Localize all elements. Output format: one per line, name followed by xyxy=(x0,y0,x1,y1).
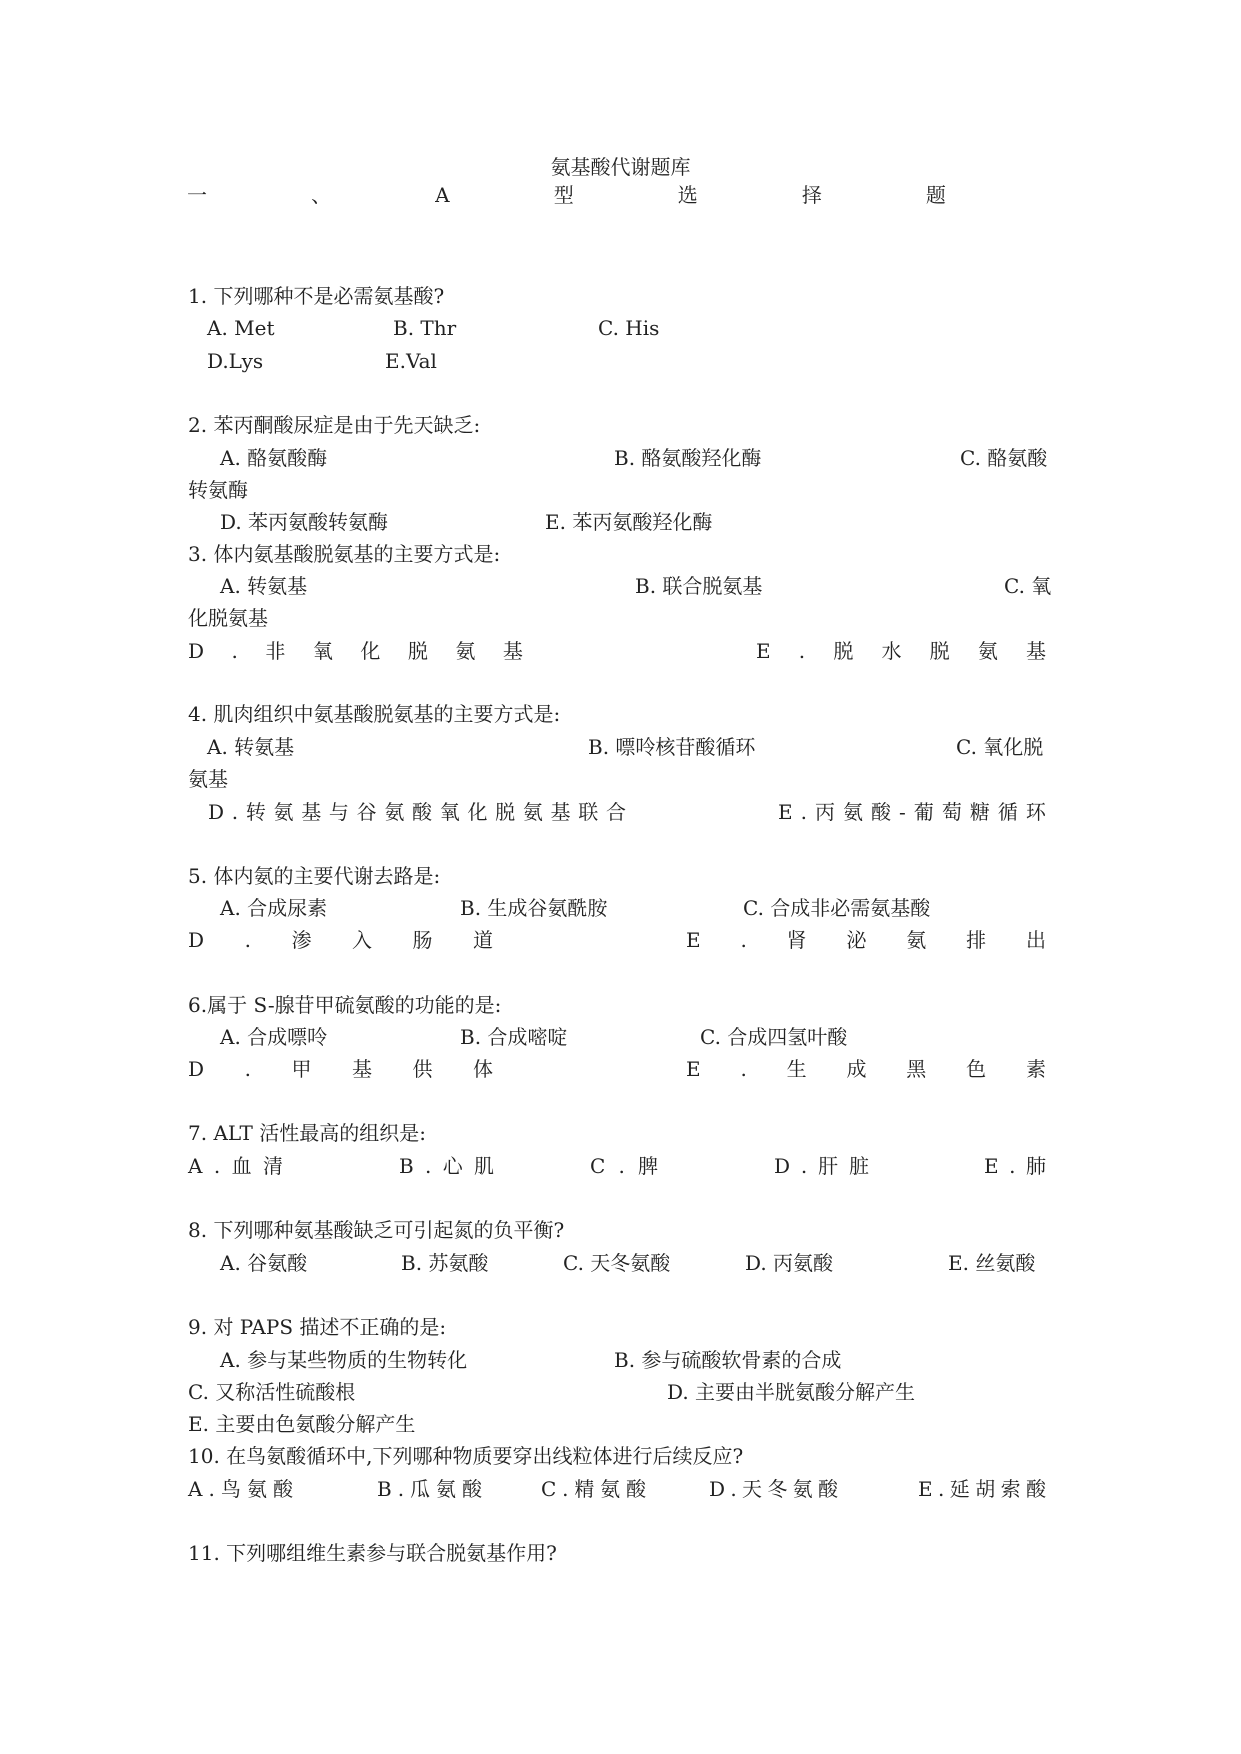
question-2-option-c-wrap: 转氨酶 xyxy=(188,478,248,502)
question-4-options-row2 xyxy=(0,797,1241,827)
question-8-stem: 8. 下列哪种氨基酸缺乏可引起氮的负平衡? xyxy=(188,1218,565,1242)
option-a: A. 转氨基 xyxy=(220,574,308,598)
question-2-options-row1 xyxy=(0,443,1241,473)
option-e: E. 主要由色氨酸分解产生 xyxy=(188,1412,416,1436)
option-e: E . 延 胡 索 酸 xyxy=(918,1477,1046,1501)
option-a: A. 酪氨酸酶 xyxy=(220,446,328,470)
option-b: B. 嘌呤核苷酸循环 xyxy=(588,735,756,759)
question-9-options-row1 xyxy=(0,1345,1241,1375)
question-10-options xyxy=(0,1474,1241,1504)
question-3-option-c-wrap: 化脱氨基 xyxy=(188,606,268,630)
question-1-options-row1 xyxy=(0,313,1241,343)
option-b: B. Thr xyxy=(393,316,457,340)
char: 题 xyxy=(925,183,946,207)
option-e: E . 肾 泌 氨 排 出 xyxy=(686,928,1046,952)
option-c: C. 天冬氨酸 xyxy=(563,1251,671,1275)
option-a: A . 鸟 氨 酸 xyxy=(188,1477,293,1501)
option-a: A. 转氨基 xyxy=(207,735,295,759)
option-e: E . 生 成 黑 色 素 xyxy=(686,1057,1046,1081)
char: 一 xyxy=(187,183,207,207)
question-3-stem: 3. 体内氨基酸脱氨基的主要方式是: xyxy=(188,542,501,566)
option-b: B. 苏氨酸 xyxy=(401,1251,489,1275)
option-e: E . 肺 xyxy=(984,1154,1046,1178)
question-5-options-row1 xyxy=(0,893,1241,923)
question-4-option-c-wrap: 氨基 xyxy=(188,767,228,791)
question-4-options-row1 xyxy=(0,732,1241,762)
option-d: D. 丙氨酸 xyxy=(745,1251,834,1275)
question-2-stem: 2. 苯丙酮酸尿症是由于先天缺乏: xyxy=(188,413,481,437)
option-a: A. 合成嘌呤 xyxy=(220,1025,328,1049)
question-5-stem: 5. 体内氨的主要代谢去路是: xyxy=(188,864,441,888)
section-heading xyxy=(0,180,1241,210)
option-d: D . 渗 入 肠 道 xyxy=(188,928,493,952)
option-c: C. 氧 xyxy=(1004,574,1052,598)
option-a: A . 血 清 xyxy=(188,1154,283,1178)
option-d: D . 甲 基 供 体 xyxy=(188,1057,493,1081)
option-c: C . 精 氨 酸 xyxy=(541,1477,646,1501)
char: A xyxy=(435,183,450,207)
option-e: E . 丙 氨 酸 - 葡 萄 糖 循 环 xyxy=(778,800,1046,824)
option-c: C. 酪氨酸 xyxy=(960,446,1048,470)
option-d: D . 非 氧 化 脱 氨 基 xyxy=(188,639,523,663)
option-d: D.Lys xyxy=(207,349,264,373)
option-b: B. 参与硫酸软骨素的合成 xyxy=(614,1348,842,1372)
question-9-options-row2 xyxy=(0,1377,1241,1407)
question-4-stem: 4. 肌肉组织中氨基酸脱氨基的主要方式是: xyxy=(188,702,561,726)
question-9-options-row3 xyxy=(0,1409,1241,1439)
section-heading-spread xyxy=(187,180,946,210)
question-1-stem: 1. 下列哪种不是必需氨基酸? xyxy=(188,284,445,308)
option-b: B. 联合脱氨基 xyxy=(635,574,763,598)
option-e: E . 脱 水 脱 氨 基 xyxy=(756,639,1046,663)
option-c: C. 合成非必需氨基酸 xyxy=(743,896,931,920)
option-a: A. 谷氨酸 xyxy=(220,1251,308,1275)
option-d: D. 主要由半胱氨酸分解产生 xyxy=(667,1380,916,1404)
char: 型 xyxy=(553,183,574,207)
char: 选 xyxy=(677,183,698,207)
char: 择 xyxy=(801,183,822,207)
char: 、 xyxy=(311,183,332,207)
option-b: B. 生成谷氨酰胺 xyxy=(460,896,608,920)
question-5-options-row2 xyxy=(0,925,1241,955)
option-c: C. His xyxy=(598,316,660,340)
doc-title: 氨基酸代谢题库 xyxy=(550,155,691,179)
option-a: A. 合成尿素 xyxy=(220,896,328,920)
option-c: C . 脾 xyxy=(590,1154,658,1178)
option-e: E.Val xyxy=(385,349,437,373)
option-e: E. 苯丙氨酸羟化酶 xyxy=(545,510,713,534)
question-10-stem: 10. 在鸟氨酸循环中,下列哪种物质要穿出线粒体进行后续反应? xyxy=(188,1444,744,1468)
question-7-options xyxy=(0,1151,1241,1181)
question-8-options xyxy=(0,1248,1241,1278)
option-d: D. 苯丙氨酸转氨酶 xyxy=(220,510,389,534)
option-b: B . 心 肌 xyxy=(399,1154,494,1178)
question-3-options-row1 xyxy=(0,571,1241,601)
question-2-options-row2 xyxy=(0,507,1241,537)
option-c: C. 又称活性硫酸根 xyxy=(188,1380,356,1404)
option-a: A. Met xyxy=(207,316,275,340)
question-6-options-row1 xyxy=(0,1022,1241,1052)
option-b: B. 酪氨酸羟化酶 xyxy=(614,446,762,470)
question-6-stem: 6.属于 S-腺苷甲硫氨酸的功能的是: xyxy=(188,993,502,1017)
question-3-options-row2 xyxy=(0,636,1241,666)
option-c: C. 合成四氢叶酸 xyxy=(700,1025,848,1049)
option-c: C. 氧化脱 xyxy=(956,735,1044,759)
option-d: D . 肝 脏 xyxy=(774,1154,869,1178)
option-b: B. 合成嘧啶 xyxy=(460,1025,568,1049)
question-1-options-row2 xyxy=(0,346,1241,376)
option-b: B . 瓜 氨 酸 xyxy=(377,1477,482,1501)
question-6-options-row2 xyxy=(0,1054,1241,1084)
option-d: D . 转 氨 基 与 谷 氨 酸 氧 化 脱 氨 基 联 合 xyxy=(208,800,626,824)
option-e: E. 丝氨酸 xyxy=(948,1251,1036,1275)
option-a: A. 参与某些物质的生物转化 xyxy=(220,1348,468,1372)
question-9-stem: 9. 对 PAPS 描述不正确的是: xyxy=(188,1315,447,1339)
question-11-stem: 11. 下列哪组维生素参与联合脱氨基作用? xyxy=(188,1541,557,1565)
question-7-stem: 7. ALT 活性最高的组织是: xyxy=(188,1121,426,1145)
option-d: D . 天 冬 氨 酸 xyxy=(709,1477,838,1501)
